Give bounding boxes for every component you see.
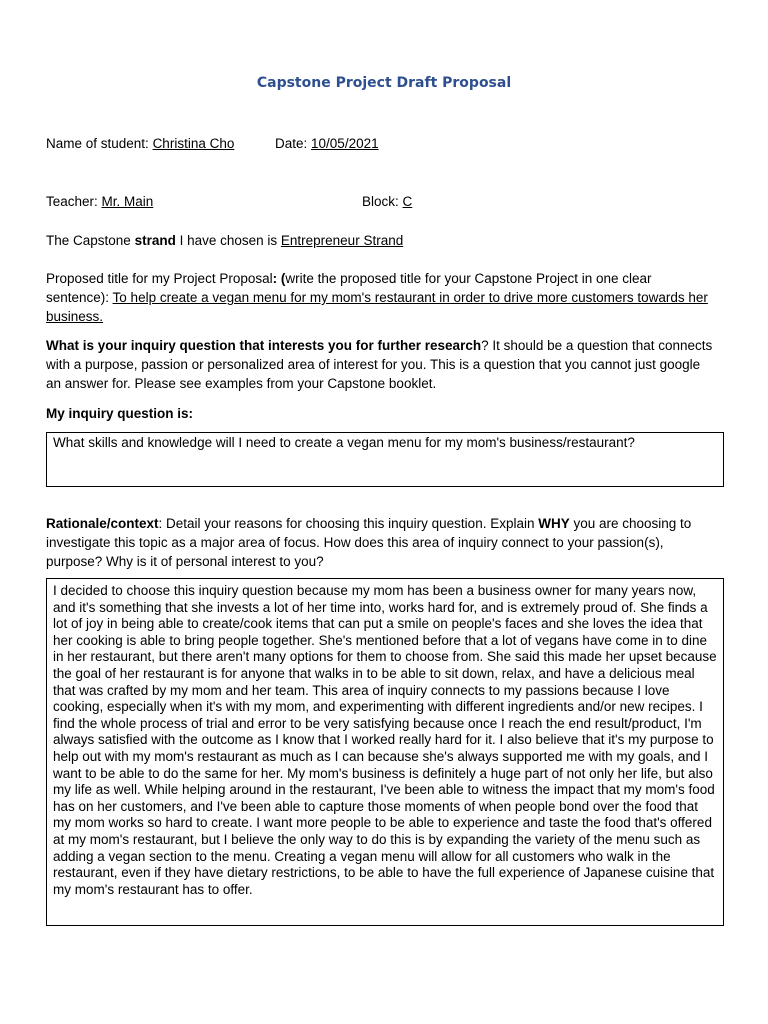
proposed-title-instruction: write the proposed title for your Capstone Project in one clear sentence): (46, 271, 652, 305)
date-value: 10/05/2021 (311, 136, 379, 151)
teacher-label: Teacher: (46, 194, 102, 209)
inquiry-question-text: What skills and knowledge will I need to create a vegan menu for my mom's business/restaurant? (53, 435, 635, 450)
student-line (46, 134, 234, 153)
rationale-box (46, 578, 724, 926)
rationale-intro-why: WHY (538, 516, 570, 531)
proposed-title-colon: : ( (272, 271, 286, 286)
rationale-text: I decided to choose this inquiry question because my mom has been a business owner for many years now, and it's something that she invests a lot of her time into, works hard for, and is extremely proud of. She finds a lot of joy in being able to create/cook items that can put a smile on people's faces and she loves the idea that her cooking is able to bring people together. She's mentioned before that a lot of vegans have come in to dine in her restaurant, but there aren't many options for them to choose from. She said this made her upset because the goal of her restaurant is for anyone that walks in to be able to sit down, relax, and have a delicious meal that was crafted by my mom and her team. This area of inquiry connects to my passions because I love cooking, especially when it's with my mom, and experimenting with different ingredients and/or new recipes. I find the whole process of trial and error to be very satisfying because once I reach the end result/product, I'm always satisfied with the outcome as I know that I worked really hard for it. I also believe that it's my purpose to help out with my mom's restaurant as much as I can because she's always supported me with my goals, and I want to be able to do the same for her. My mom's business is definitely a huge part of not only her life, but also my life as well. While helping around in the restaurant, I've been able to witness the impact that my mom's food has on her customers, and I've been able to capture those moments of when people bond over the food that my mom works so hard to create. I want more people to be able to experience and taste the food that's offered at my mom's restaurant, but I believe the only way to do this is by expanding the variety of the menu such as adding a vegan section to the menu. Creating a vegan menu will allow for all customers who walk in the restaurant, even if they have dietary restrictions, to be able to have the full experience of Japanese cuisine that my mom's restaurant has to offer. (53, 583, 717, 897)
rationale-intro-bold: Rationale/context (46, 516, 159, 531)
inquiry-intro-bold: What is your inquiry question that interests you for further research (46, 338, 482, 353)
strand-bold: strand (134, 233, 176, 248)
teacher-name: Mr. Main (101, 194, 154, 209)
proposed-title-paragraph (46, 269, 718, 326)
rationale-intro-text1: : Detail your reasons for choosing this inquiry question. Explain (158, 516, 539, 531)
strand-value: Entrepreneur Strand (280, 233, 404, 248)
page-title: Capstone Project Draft Proposal (256, 75, 512, 91)
strand-middle: I have chosen is (175, 233, 281, 248)
date-label: Date: (275, 136, 312, 151)
date-line (275, 134, 379, 153)
block-value: C (402, 194, 413, 209)
strand-prefix: The Capstone (46, 233, 135, 248)
student-name: Christina Cho (152, 136, 235, 151)
block-line (362, 192, 412, 211)
proposed-title-value: To help create a vegan menu for my mom's restaurant in order to drive more customers towards her business. (46, 290, 708, 324)
inquiry-label: My inquiry question is: (46, 406, 194, 421)
inquiry-question-box (46, 432, 724, 487)
teacher-line (46, 192, 153, 211)
strand-line (46, 231, 403, 250)
inquiry-intro-rest: ? It should be a question that connects with a purpose, passion or personalized area of interest for you. This is a question that you cannot just google an answer for. Please see examples from your Capstone booklet. (46, 338, 713, 391)
proposed-title-label: Proposed title for my Project Proposal (46, 271, 273, 286)
rationale-intro-text2: you are choosing to investigate this topic as a major area of focus. How does this area of inquiry connect to your passion(s), purpose? Why is it of personal interest to you? (46, 516, 692, 569)
student-label: Name of student: (46, 136, 153, 151)
block-label: Block: (362, 194, 403, 209)
rationale-intro-paragraph (46, 514, 718, 571)
inquiry-intro-paragraph (46, 336, 718, 393)
